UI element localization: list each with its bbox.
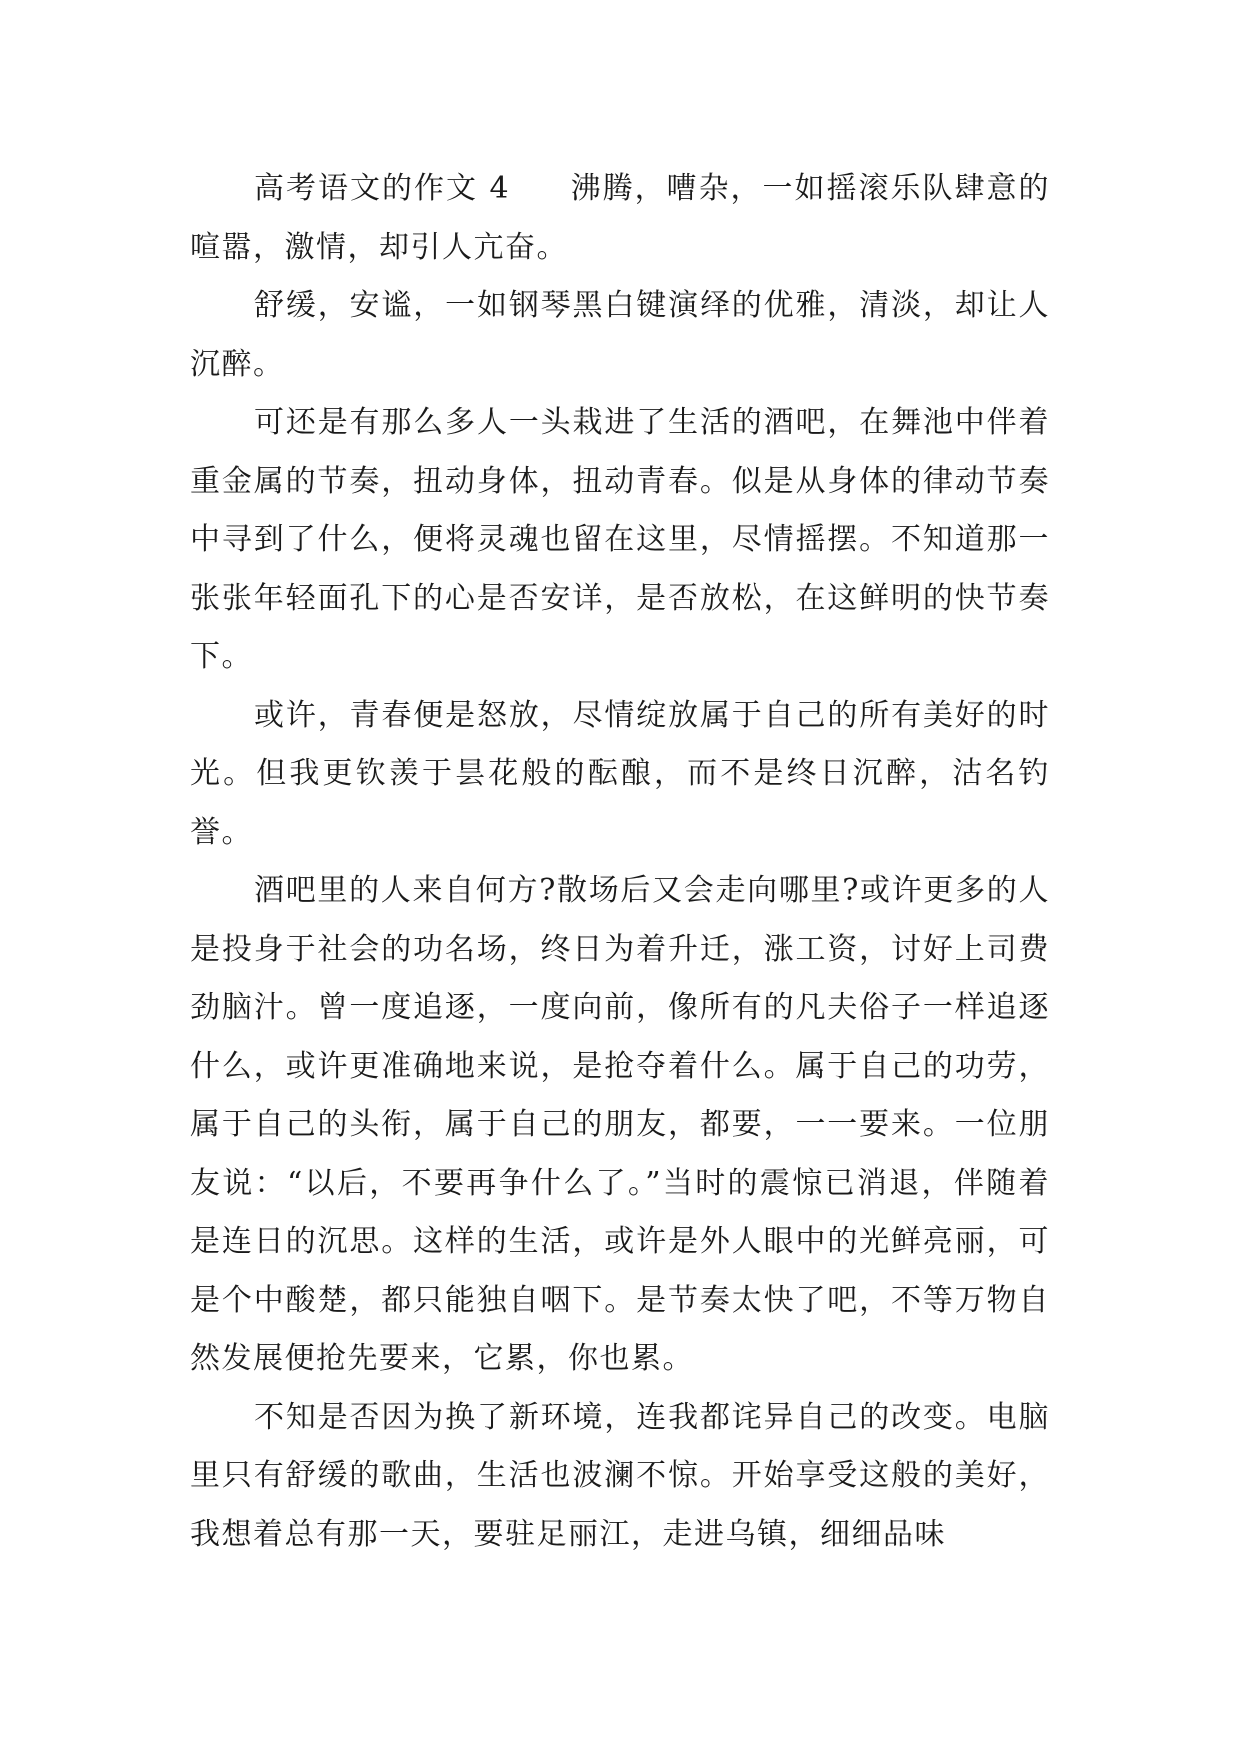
- document-body: [190, 160, 1050, 1564]
- paragraph-4: 或许，青春便是怒放，尽情绽放属于自己的所有美好的时光。但我更钦羡于昙花般的酝酿，而不是终日沉醉，沽名钓誉。: [190, 697, 1050, 850]
- paragraph-1: [190, 160, 1050, 277]
- paragraph-2: 舒缓，安谧，一如钢琴黑白键演绎的优雅，清淡，却让人沉醉。: [190, 288, 1050, 382]
- paragraph-6: 不知是否因为换了新环境，连我都诧异自己的改变。电脑里只有舒缓的歌曲，生活也波澜不惊。开始享受这般的美好，我想着总有那一天，要驻足丽江，走进乌镇，细细品味: [190, 1399, 1050, 1552]
- document-title: 高考语文的作文 4: [254, 171, 511, 206]
- paragraph-1-text: 沸腾，嘈杂，一如摇滚乐队肆意的喧嚣，激情，却引人亢奋。: [190, 171, 1051, 265]
- paragraph-5: 酒吧里的人来自何方?散场后又会走向哪里?或许更多的人是投身于社会的功名场，终日为着升迁，涨工资，讨好上司费劲脑汁。曾一度追逐，一度向前，像所有的凡夫俗子一样追逐什么，或许更准确地来说，是抢夺着什么。属于自己的功劳，属于自己的头衔，属于自己的朋友，都要，一一要来。一位朋友说：“以后，不要再争什么了。”当时的震惊已消退，伴随着是连日的沉思。这样的生活，或许是外人眼中的光鲜亮丽，可是个中酸楚，都只能独自咽下。是节奏太快了吧，不等万物自然发展便抢先要来，它累，你也累。: [190, 873, 1050, 1376]
- paragraph-3: 可还是有那么多人一头栽进了生活的酒吧，在舞池中伴着重金属的节奏，扭动身体，扭动青春。似是从身体的律动节奏中寻到了什么，便将灵魂也留在这里，尽情摇摆。不知道那一张张年轻面孔下的心是否安详，是否放松，在这鲜明的快节奏下。: [190, 405, 1050, 674]
